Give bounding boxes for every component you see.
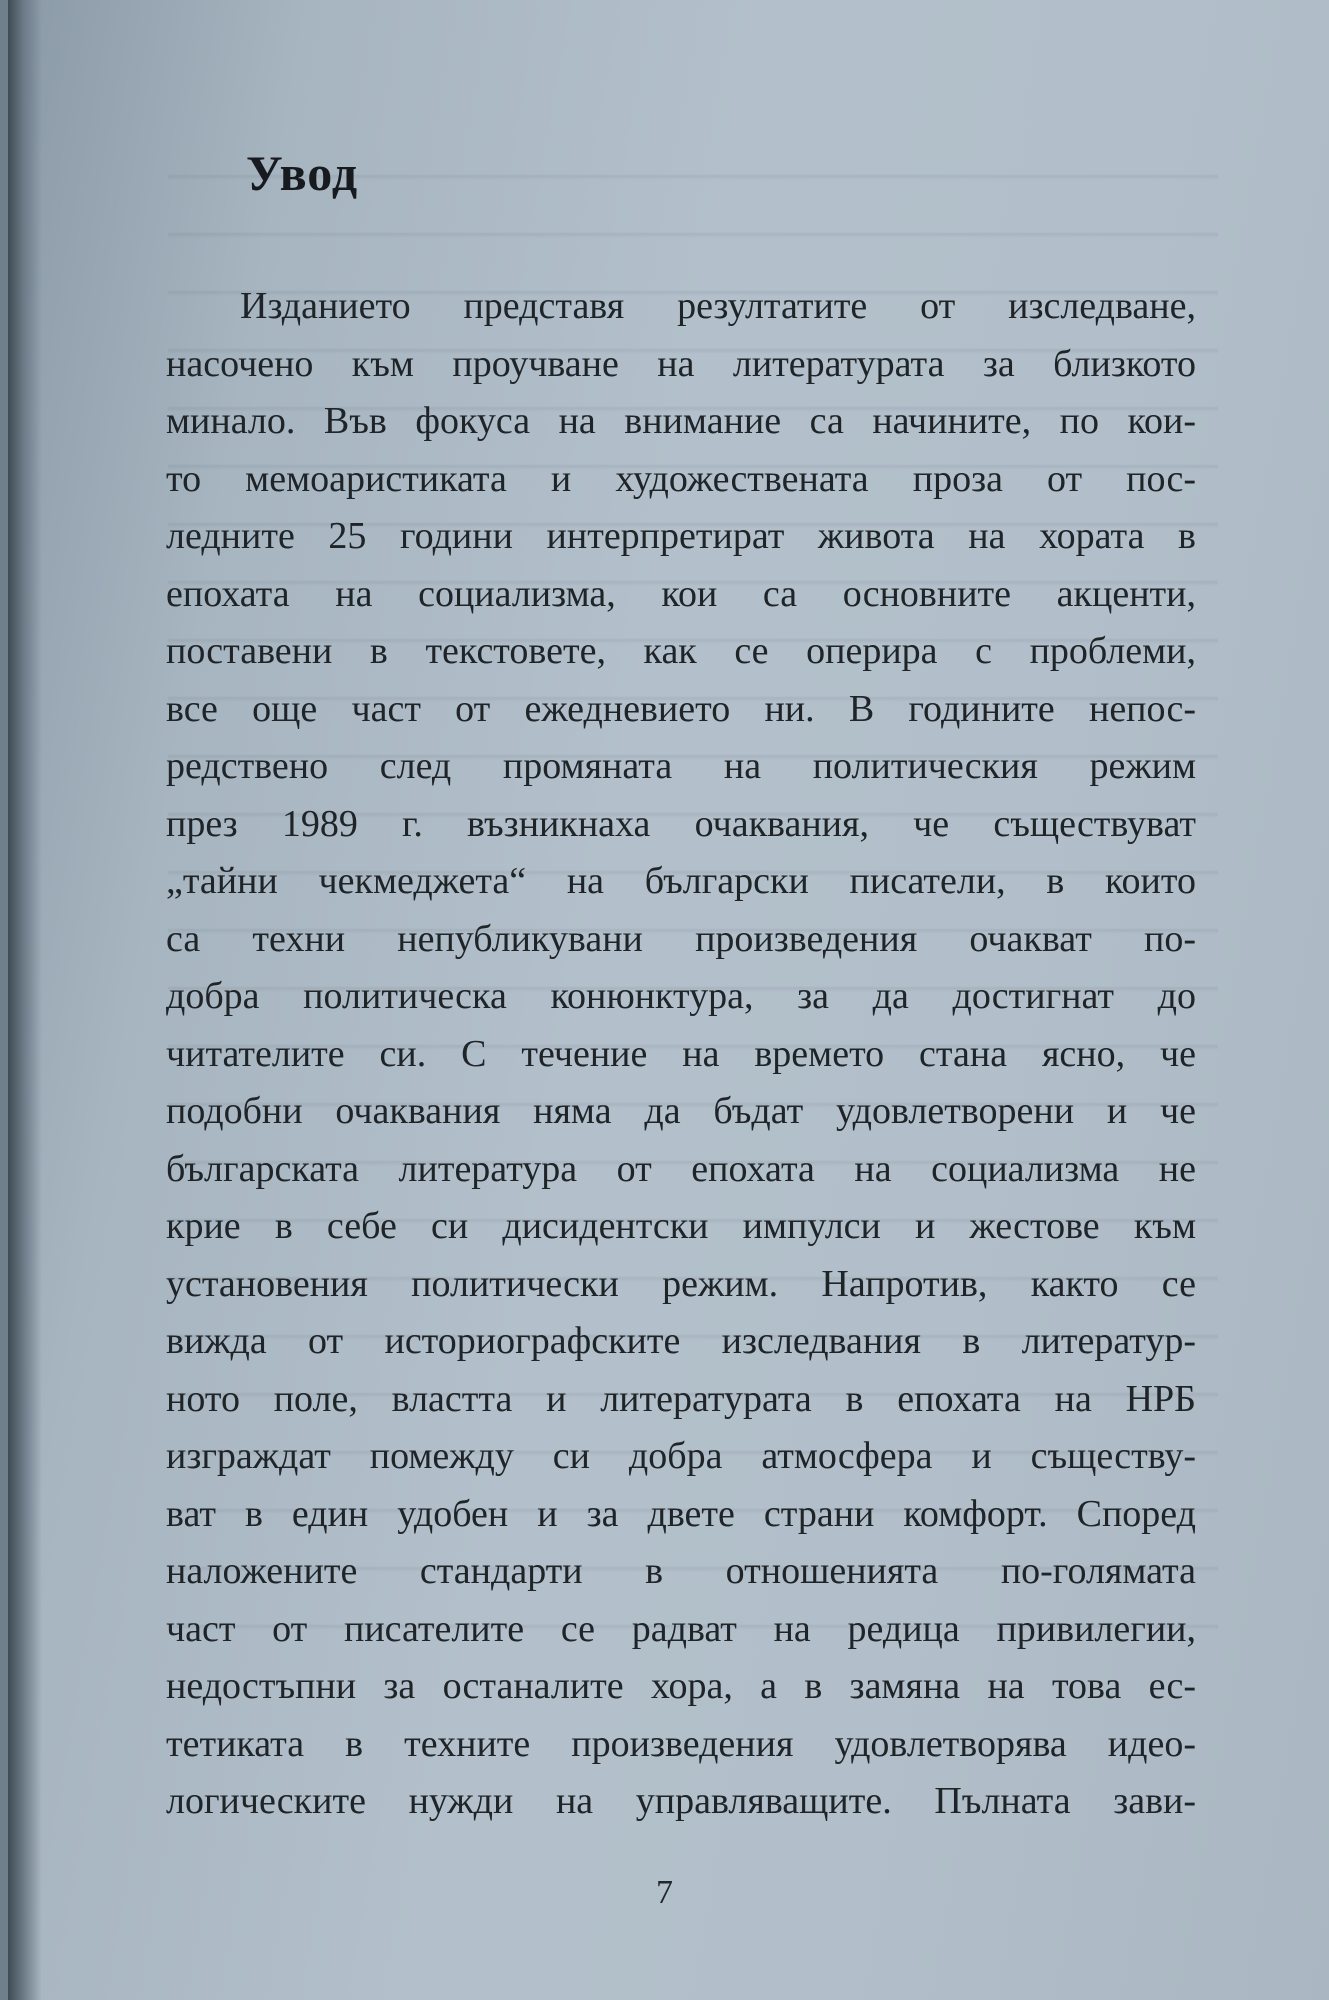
text-line: епохата на социализма, кои са основните акценти, bbox=[166, 572, 1196, 615]
text-line: логическите нужди на управляващите. Пълната зави- bbox=[166, 1780, 1196, 1822]
spine-shadow bbox=[8, 0, 42, 2000]
text-line: добра политическа конюнктура, за да достигнат до bbox=[166, 975, 1196, 1017]
text-line: минало. Във фокуса на внимание са начините, по кои- bbox=[166, 400, 1196, 442]
text-line: редствено след промяната на политическия режим bbox=[166, 745, 1196, 787]
text-line: недостъпни за останалите хора, а в замяна на това ес- bbox=[166, 1665, 1196, 1707]
text-line: насочено към проучване на литературата за близкото bbox=[166, 342, 1196, 385]
text-line: то мемоаристиката и художествената проза от пос- bbox=[166, 457, 1196, 500]
text-line: установения политически режим. Напротив, както се bbox=[166, 1262, 1196, 1305]
text-line: подобни очаквания няма да бъдат удовлетворени и че bbox=[166, 1090, 1196, 1132]
text-line: тетиката в техните произведения удовлетворява идео- bbox=[166, 1722, 1196, 1765]
text-line: поставени в текстовете, как се оперира с проблеми, bbox=[166, 630, 1196, 672]
page-number: 7 bbox=[656, 1874, 673, 1911]
text-line: читателите си. С течение на времето стана ясно, че bbox=[166, 1032, 1196, 1075]
text-line: „тайни чекмеджета“ на български писатели, в които bbox=[166, 860, 1196, 902]
text-line: все още част от ежедневието ни. В годините непос- bbox=[166, 687, 1196, 730]
text-line: вижда от историографските изследвания в литератур- bbox=[166, 1320, 1196, 1362]
book-page bbox=[8, 0, 1329, 2000]
text-line: са техни непубликувани произведения очакват по- bbox=[166, 917, 1196, 960]
body-text bbox=[166, 278, 1196, 1831]
text-line: ното поле, властта и литературата в епохата на НРБ bbox=[166, 1377, 1196, 1420]
text-line: Изданието представя резултатите от изследване, bbox=[240, 285, 1196, 327]
text-line: част от писателите се радват на редица привилегии, bbox=[166, 1607, 1196, 1650]
text-line: наложените стандарти в отношенията по-голямата bbox=[166, 1550, 1196, 1592]
text-line: ледните 25 години интерпретират живота на хората в bbox=[166, 515, 1196, 557]
text-line: ват в един удобен и за двете страни комфорт. Според bbox=[166, 1492, 1196, 1535]
text-line: крие в себе си дисидентски импулси и жестове към bbox=[166, 1205, 1196, 1247]
text-line: българската литература от епохата на социализма не bbox=[166, 1147, 1196, 1190]
text-line: през 1989 г. възникнаха очаквания, че съществуват bbox=[166, 802, 1196, 845]
text-line: изграждат помежду си добра атмосфера и съществу- bbox=[166, 1435, 1196, 1477]
chapter-heading: Увод bbox=[246, 145, 359, 201]
